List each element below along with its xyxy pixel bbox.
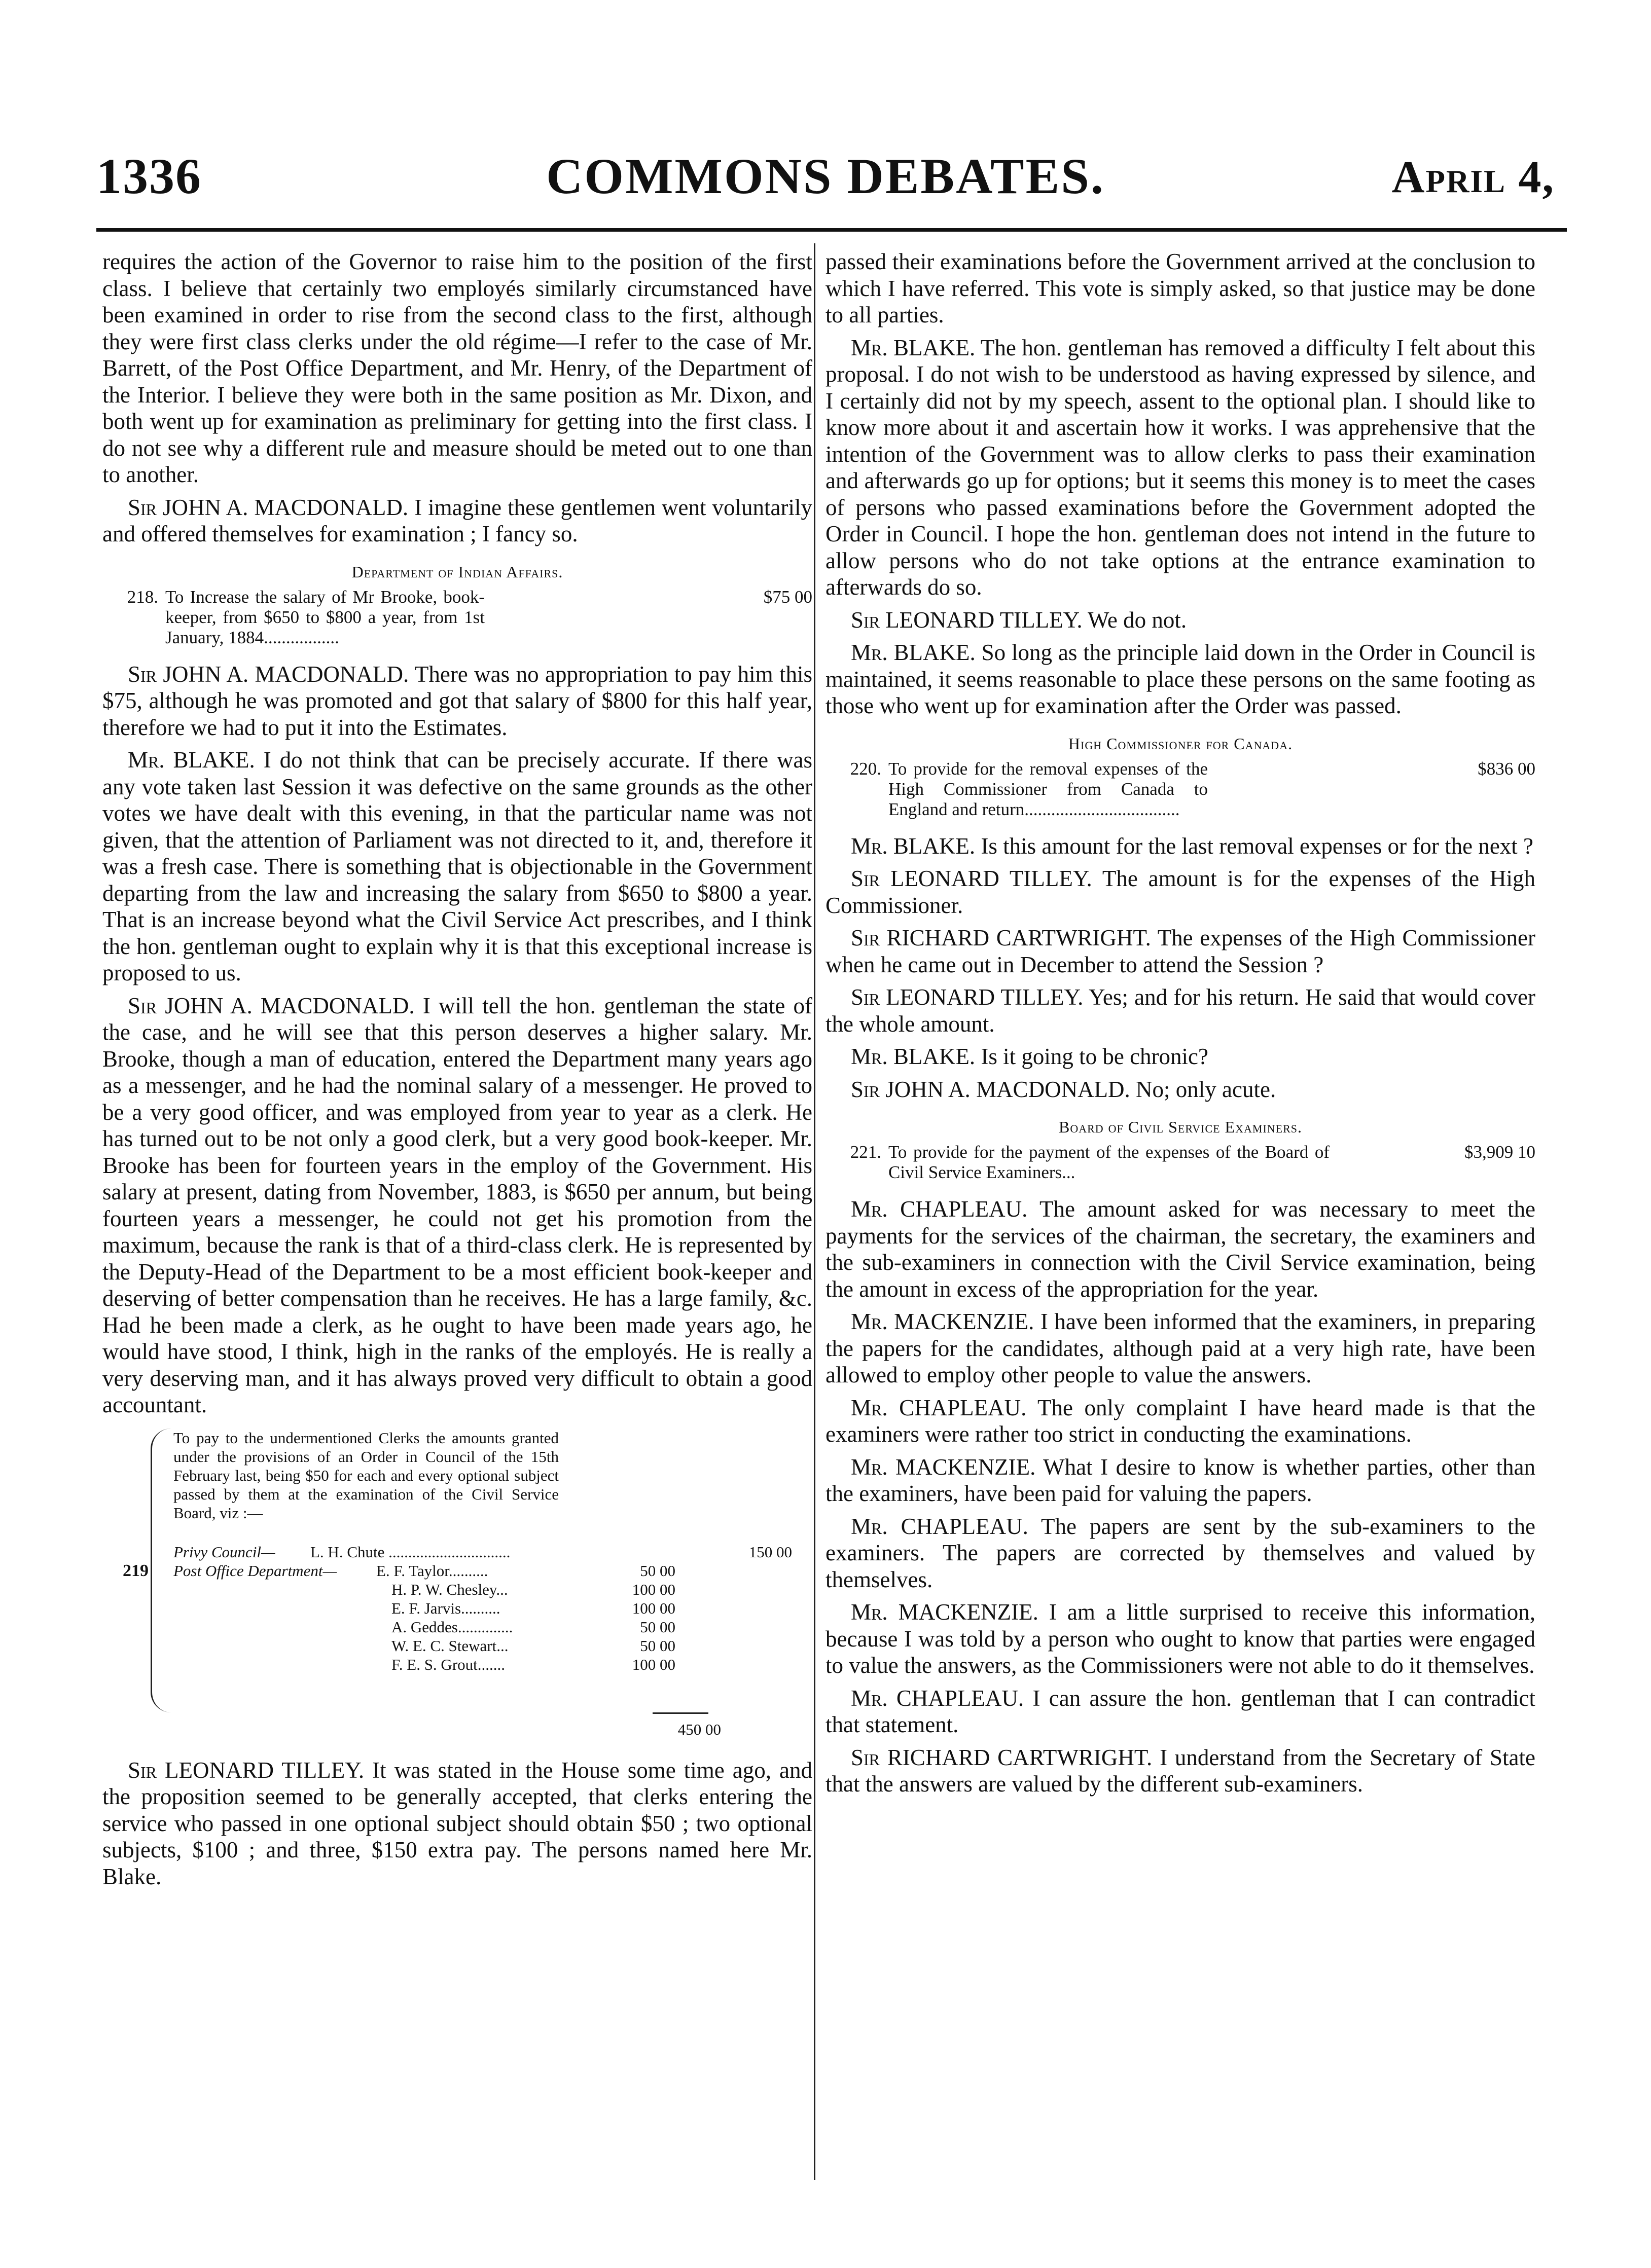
speech (826, 1599, 1535, 1679)
payee-row (173, 1580, 812, 1599)
speech-text: So long as the principle laid down in the Order in Council is maintained, it seems reasonable to place these persons on the same footing as those who went up for examination after the Order was passed. (826, 640, 1536, 718)
speech (826, 984, 1535, 1037)
speaker: Mr. BLAKE. (851, 1044, 976, 1069)
item-description: To pay to the undermentioned Clerks the amounts granted under the provisions of an Order in Council of the 15th February last, being $50 for each and every optional subject passed by them at the examination of the Civil Service Board, viz :— (173, 1429, 559, 1522)
speech-text: I do not think that can be precisely accurate. If there was any vote taken last Session it was defective on the same grounds as the other votes we have dealt with this evening, in that the particular name was not given, that the attention of Parliament was not directed to it, and, therefore it was a fresh case. There is something that is objectionable in the Government departing from the law and increasing the salary from $650 to $800 a year. That is an increase beyond what the Civil Service Act prescribes, and I think the hon. gentleman ought to explain why it is that this exceptional increase is proposed to us. (102, 747, 812, 985)
page-date: April 4, (1391, 152, 1555, 202)
speech (102, 1757, 812, 1890)
row-amount: 100 00 (632, 1580, 675, 1598)
row-amount: 100 00 (632, 1655, 675, 1673)
item-description: To provide for the payment of the expenses of the Board of Civil Service Examiners... (888, 1142, 1330, 1182)
speaker: Sir LEONARD TILLEY. (851, 866, 1092, 891)
row-name: E. F. Jarvis.......... (391, 1599, 500, 1617)
speech (826, 925, 1535, 978)
speech (826, 865, 1535, 919)
speech (826, 1454, 1535, 1507)
speaker: Sir LEONARD TILLEY. (128, 1757, 365, 1783)
speech (826, 1395, 1535, 1448)
header-rule (96, 228, 1567, 232)
speech-text: We do not. (1088, 607, 1187, 633)
estimate-item-218 (102, 587, 812, 648)
publication-title: COMMONS DEBATES. (546, 148, 1105, 204)
speech-text: The expenses of the High Commissioner when he came out in December to attend the Session ? (826, 925, 1535, 977)
item-description: To Increase the salary of Mr Brooke, book-keeper, from $650 to $800 a year, from 1st January, 1884................. (165, 587, 485, 647)
speaker: Mr. BLAKE. (851, 335, 976, 360)
speech-text: Yes; and for his return. He said that would cover the whole amount. (826, 984, 1535, 1037)
speech (826, 1744, 1535, 1798)
privy-council-row (173, 1543, 812, 1561)
paragraph: passed their examinations before the Government arrived at the conclusion to which I have referred. This vote is simply asked, so that justice may be done to all parties. (826, 249, 1535, 327)
section-heading: Department of Indian Affairs. (351, 562, 563, 581)
speech-text: There was no appropriation to pay him this $75, although he was promoted and got that salary of $800 for this half year, therefore we had to put it into the Estimates. (102, 661, 813, 740)
speaker: Sir LEONARD TILLEY. (851, 607, 1083, 633)
speaker: Mr. BLAKE. (851, 833, 976, 859)
row-label: Post Office Department— (173, 1561, 337, 1580)
row-amount: 150 00 (748, 1543, 792, 1561)
right-column (826, 248, 1535, 1804)
speech-text: I imagine these gentlemen went voluntarily and offered themselves for examination ; I fancy so. (102, 494, 813, 546)
total-rule (653, 1712, 708, 1714)
speaker: Mr. CHAPLEAU. (851, 1196, 1028, 1222)
paragraph: requires the action of the Governor to raise him to the position of the first class. I believe that certainly two employés similarly circumstanced have been examined in order to rise from the second class to the first, although they were first class clerks under the old régime—I refer to the case of Mr. Barrett, of the Post Office Department, and Mr. Henry, of the Department of the Interior. I believe they were both in the same position as Mr. Dixon, and both went up for examination as preliminary for getting into the first class. I do not see why a different rule and measure should be meted out to one than to another. (102, 249, 812, 487)
payee-row (173, 1655, 812, 1674)
speech (826, 607, 1535, 634)
speech-text: What I desire to know is whether parties, other than the examiners, have been paid for valuing the papers. (826, 1454, 1535, 1506)
row-name: W. E. C. Stewart... (391, 1636, 509, 1655)
estimate-item-220 (826, 759, 1535, 820)
estimate-item-219 (102, 1429, 812, 1743)
speech (826, 1513, 1535, 1593)
speech-text: I have been informed that the examiners, in preparing the papers for the candidates, although paid at a very high rate, have been allowed to employ other people to value the answers. (826, 1309, 1536, 1387)
speech-text: The hon. gentleman has removed a difficulty I felt about this proposal. I do not wish to be understood as having expressed by silence, and I certainly did not by my speech, assent to the optional plan. I should like to know more about it and ascertain how it works. I was apprehensive that the intention of the Government was to allow clerks to pass their examination and afterwards go up for options; but it seems this money is to meet the cases of persons who passed examinations before the Government adopted the Order in Council. I hope the hon. gentleman does not intend in the future to allow persons who do not take options at the entrance examination to afterwards do so. (826, 335, 1535, 600)
item-amount: $836 00 (1478, 758, 1535, 779)
speaker: Sir LEONARD TILLEY. (851, 984, 1084, 1010)
speech-text: I am a little surprised to receive this information, because I was told by a person who ought to know that parties were engaged to value the answers, as the Commissioners were not able to do it themselves. (826, 1599, 1536, 1678)
speech-text: The papers are sent by the sub-examiners to the examiners. The papers are corrected by themselves and valued by themselves. (826, 1513, 1536, 1592)
speech-text: I will tell the hon. gentleman the state of the case, and he will see that this person deserves a higher salary. Mr. Brooke, though a man of education, entered the Department many years ago as a messenger, and he had the nominal salary of a messenger. He proved to be a very good officer, and was employed from year to year as a clerk. He has turned out to be not only a good clerk, but a very good book-keeper. Mr. Brooke has been for fourteen years in the employ of the Government. His salary at present, dating from November, 1883, is $650 per annum, but being fourteen years a messenger, he could not get his promotion from the maximum, because the rank is that of a third-class clerk. He is represented by the Deputy-Head of the Department to be a most efficient book-keeper and deserving of better compensation than he receives. He has a large family, &c. Had he been made a clerk, as he ought to have been made years ago, he would have stood, I think, high in the ranks of the employés. He is really a very deserving man, and it has always proved very difficult to obtain a good accountant. (102, 993, 813, 1417)
item-total: 450 00 (677, 1720, 721, 1738)
section-heading: High Commissioner for Canada. (1068, 734, 1293, 753)
speaker: Sir JOHN A. MACDONALD. (128, 661, 409, 687)
speech (826, 1685, 1535, 1738)
speech-text: I can assure the hon. gentleman that I can contradict that statement. (826, 1685, 1535, 1737)
speech (102, 661, 812, 741)
speaker: Mr. CHAPLEAU. (851, 1395, 1027, 1420)
row-amount: 50 00 (640, 1618, 675, 1636)
item-number: 221. (850, 1142, 881, 1162)
speaker: Mr. BLAKE. (128, 747, 255, 773)
estimate-item-221 (826, 1142, 1535, 1183)
speech (826, 833, 1535, 860)
item-amount: $3,909 10 (1464, 1142, 1535, 1162)
speech (102, 494, 812, 547)
speaker: Sir JOHN A. MACDONALD. (851, 1076, 1130, 1102)
payee-row (173, 1636, 812, 1655)
speech (826, 1196, 1535, 1302)
item-description: To provide for the removal expenses of the High Commissioner from Canada to England and return................................... (888, 758, 1208, 819)
row-amount: 100 00 (632, 1599, 675, 1617)
speech-text: I understand from the Secretary of State that the answers are valued by the different sub-examiners. (826, 1744, 1535, 1797)
speaker: Sir JOHN A. MACDONALD. (128, 494, 409, 520)
speaker: Sir RICHARD CARTWRIGHT. (851, 1744, 1153, 1770)
item-number: 219 (123, 1561, 149, 1580)
speech-text: Is it going to be chronic? (981, 1044, 1208, 1069)
speech (102, 993, 812, 1418)
speech-text: Is this amount for the last removal expenses or for the next ? (981, 833, 1534, 859)
speech (826, 1076, 1535, 1103)
speech (826, 1308, 1535, 1388)
item-number: 220. (850, 758, 881, 779)
speech (826, 639, 1535, 719)
row-name: H. P. W. Chesley... (391, 1580, 508, 1598)
brace (151, 1429, 172, 1712)
speech (102, 747, 812, 986)
payee-row (173, 1618, 812, 1636)
section-heading: Board of Civil Service Examiners. (1058, 1118, 1303, 1136)
speaker: Mr. MACKENZIE. (851, 1309, 1034, 1334)
speech-text: It was stated in the House some time ago, and the proposition seemed to be generally accepted, that clerks entering the service who passed in one optional subject should obtain $50 ; two optional subjects, $100 ; and three, $150 extra pay. The persons named here Mr. Blake. (102, 1757, 813, 1889)
page-number: 1336 (96, 148, 202, 204)
speech (826, 335, 1535, 601)
speech-text: The amount is for the expenses of the High Commissioner. (826, 866, 1536, 918)
item-number: 218. (127, 587, 158, 607)
speaker: Mr. CHAPLEAU. (851, 1513, 1028, 1539)
row-name: E. F. Taylor.......... (376, 1561, 488, 1580)
speaker: Sir RICHARD CARTWRIGHT. (851, 925, 1151, 950)
speaker: Mr. MACKENZIE. (851, 1454, 1036, 1480)
speech (826, 1043, 1535, 1070)
row-amount: 50 00 (640, 1561, 675, 1580)
speaker: Mr. CHAPLEAU. (851, 1685, 1024, 1711)
payee-row (173, 1599, 812, 1618)
speech-text: The only complaint I have heard made is that the examiners were rather too strict in conducting the examinations. (826, 1395, 1535, 1447)
column-divider (814, 243, 815, 2180)
row-label: Privy Council— (173, 1543, 275, 1561)
row-amount: 50 00 (640, 1636, 675, 1655)
speaker: Mr. BLAKE. (851, 640, 976, 665)
row-name: F. E. S. Grout....... (391, 1655, 506, 1673)
speaker: Mr. MACKENZIE. (851, 1599, 1038, 1625)
left-column (102, 248, 812, 1896)
speaker: Sir JOHN A. MACDONALD. (128, 993, 415, 1018)
speech-text: No; only acute. (1136, 1076, 1276, 1102)
page-header (0, 147, 1651, 218)
row-name: L. H. Chute ............................... (310, 1543, 511, 1561)
post-office-row (173, 1561, 812, 1580)
item-amount: $75 00 (763, 587, 812, 607)
speech-text: The amount asked for was necessary to meet the payments for the services of the chairman, the secretary, the examiners and the sub-examiners in connection with the Civil Service examination, being the amount in excess of the appropriation for the year. (826, 1196, 1535, 1302)
row-name: A. Geddes.............. (391, 1618, 513, 1636)
